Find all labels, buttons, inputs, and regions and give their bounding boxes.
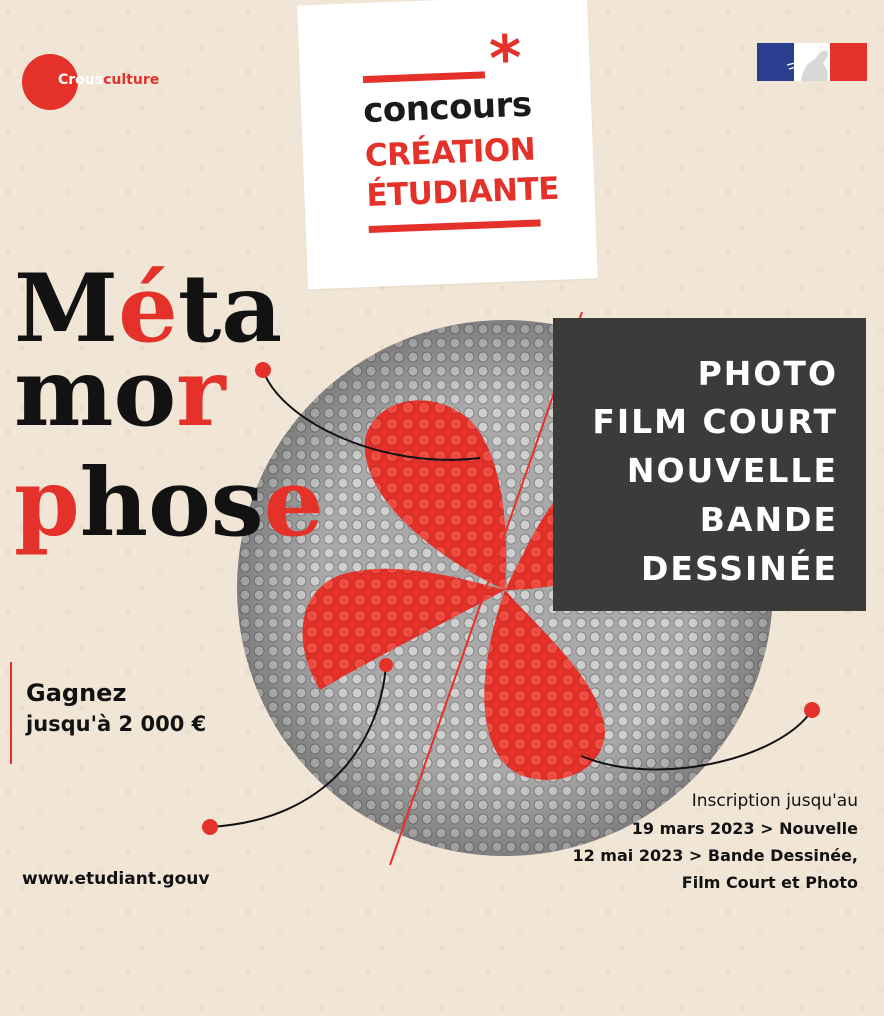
prize-accent-bar [10, 662, 12, 764]
category-dessinee: DESSINÉE [641, 549, 838, 588]
card-title-concours: concours [362, 84, 533, 132]
prize-line-2: jusqu'à 2 000 € [26, 712, 207, 736]
title-line-1: Méta [14, 254, 283, 364]
registration-date-2: 12 mai 2023 > Bande Dessinée, [572, 846, 858, 865]
title-line-3: phose [14, 448, 324, 558]
registration-date-3: Film Court et Photo [681, 873, 858, 892]
category-film-court: FILM COURT [592, 402, 838, 441]
categories-box [553, 318, 866, 611]
category-nouvelle: NOUVELLE [626, 451, 838, 490]
crous-logo-text: Crousculture [58, 72, 160, 88]
registration-info [572, 788, 858, 896]
card-title-etudiante: ÉTUDIANTE [365, 170, 560, 215]
registration-date-1: 19 mars 2023 > Nouvelle [631, 819, 858, 838]
category-bande: BANDE [699, 500, 838, 539]
card-title-creation: CRÉATION [364, 131, 536, 175]
category-photo: PHOTO [697, 354, 838, 393]
title-line-2: mor [14, 338, 226, 448]
prize-line-1: Gagnez [26, 679, 127, 707]
registration-heading: Inscription jusqu'au [691, 791, 858, 811]
website-link[interactable]: www.etudiant.gouv [22, 869, 210, 889]
asterisk-icon: * [487, 21, 524, 96]
